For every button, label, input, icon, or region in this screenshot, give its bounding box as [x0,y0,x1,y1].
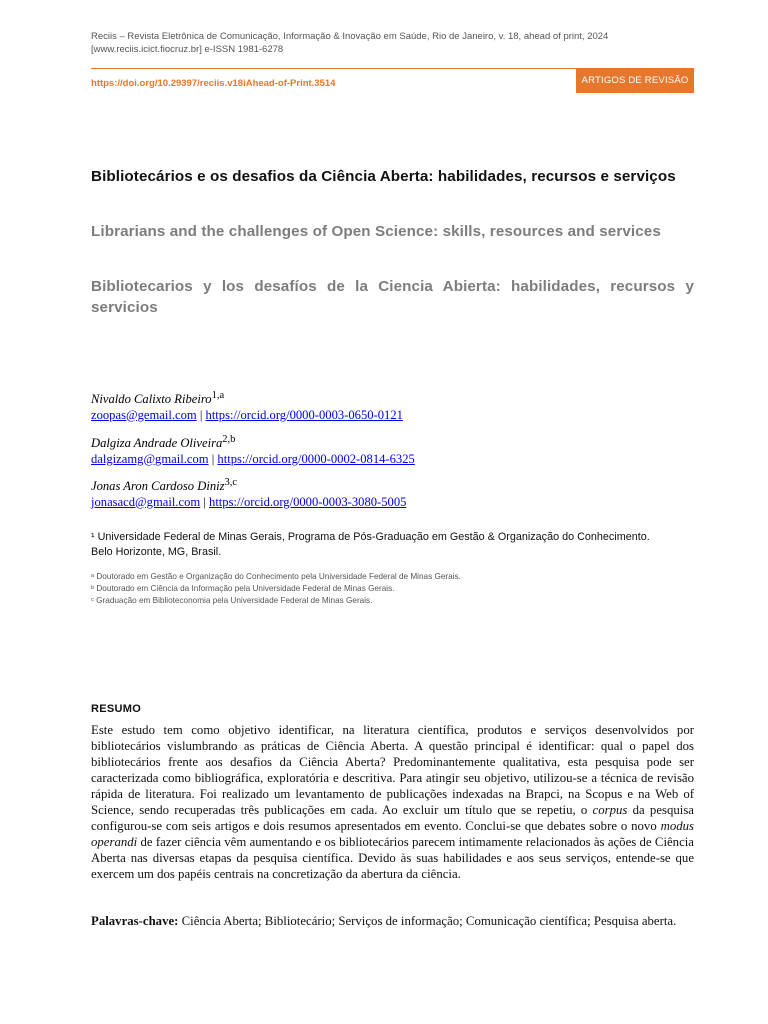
separator: | [199,407,203,422]
title-portuguese: Bibliotecários e os desafios da Ciência Aberta: habilidades, recursos e serviços [91,168,676,185]
affiliation-line-2: Belo Horizonte, MG, Brasil. [91,545,222,558]
keywords-list: Ciência Aberta; Bibliotecário; Serviços de informação; Comunicação científica; Pesquisa aberta. [178,914,677,928]
title-english: Librarians and the challenges of Open Science: skills, resources and services [91,223,661,240]
author-affiliation-marker: 3,c [224,477,238,488]
keywords-label: Palavras-chave: [91,914,179,928]
abstract-heading: RESUMO [91,703,142,715]
journal-citation-line-1: Reciis – Revista Eletrônica de Comunicação, Informação & Inovação em Saúde, Rio de Janeiro, v. 18, ahead of print, 2024 [91,31,609,42]
author-block [91,388,694,423]
journal-citation [91,30,694,56]
separator: | [211,451,215,466]
author-email-link[interactable]: jonasacd@gmail.com [91,494,201,509]
affiliation-line-1: ¹ Universidade Federal de Minas Gerais, Programa de Pós-Graduação em Gestão & Organização do Conhecimento. [91,531,650,543]
degree-note: ᵃ Doutorado em Gestão e Organização do Conhecimento pela Universidade Federal de Minas Gerais. [91,572,461,581]
abstract-body [91,723,694,883]
section-badge: ARTIGOS DE REVISÃO [576,69,694,93]
author-name: Dalgiza Andrade Oliveira [91,436,223,451]
author-email-link[interactable]: dalgizamg@gmail.com [91,451,209,466]
author-email-link[interactable]: zoopas@gemail.com [91,407,197,422]
abstract-text: de fazer ciência vêm aumentando e os bibliotecários parecem intimamente relacionados às ações de Ciência Aberta nas diversas etapas da pesquisa científica. Devido às suas habilidades e aos seus serviços, entende-se que exercem um dos papéis centrais na concretização da abertura da ciência. [91,834,694,881]
degree-notes [91,571,694,607]
author-block [91,475,694,510]
keywords [91,914,694,930]
author-orcid-link[interactable]: https://orcid.org/0000-0002-0814-6325 [217,451,415,466]
degree-note: ᶜ Graduação em Biblioteconomia pela Universidade Federal de Minas Gerais. [91,596,373,605]
abstract-text: Este estudo tem como objetivo identificar, na literatura científica, produtos e serviços desenvolvidos por bibliotecários vislumbrando as práticas de Ciência Aberta. A questão principal é identificar: qual o papel dos bibliotecários frente aos desafios da Ciência Aberta? Predominantemente qualitativa, esta pesquisa pode ser caracterizada como bibliográfica, exploratória e descritiva. Para atingir seu objetivo, utilizou-se a técnica de revisão rápida de literatura. Foi realizado um levantamento de publicações indexadas na Brapci, na Scopus e na Web of Science, sendo recuperadas três publicações em cada. Ao excluir um título que se repetiu, o [91,723,694,817]
author-name: Jonas Aron Cardoso Diniz [91,479,225,494]
title-spanish: Bibliotecarios y los desafíos de la Ciencia Abierta: habilidades, recursos y servicios [91,278,694,316]
doi-link[interactable]: https://doi.org/10.29397/reciis.v18iAhead-of-Print.3514 [91,78,336,89]
author-orcid-link[interactable]: https://orcid.org/0000-0003-0650-0121 [205,407,403,422]
author-name: Nivaldo Calixto Ribeiro [91,392,212,407]
author-affiliation-marker: 1,a [211,390,225,401]
abstract-text: da pesquisa configurou-se com seis artigos e dois resumos apresentados em evento. Conclui-se que debates sobre o novo [91,802,694,833]
author-affiliation-marker: 2,b [222,434,236,445]
separator: | [203,494,206,509]
article-page [91,0,694,1024]
degree-note: ᵇ Doutorado em Ciência da Informação pela Universidade Federal de Minas Gerais. [91,584,395,593]
journal-citation-line-2: [www.reciis.icict.fiocruz.br] e-ISSN 1981-6278 [91,44,284,55]
author-orcid-link[interactable]: https://orcid.org/0000-0003-3080-5005 [209,494,407,509]
abstract-italic-term: corpus [592,802,628,817]
author-block [91,432,694,467]
affiliation [91,530,694,559]
abstract-italic-term: modus operandi [91,818,694,849]
